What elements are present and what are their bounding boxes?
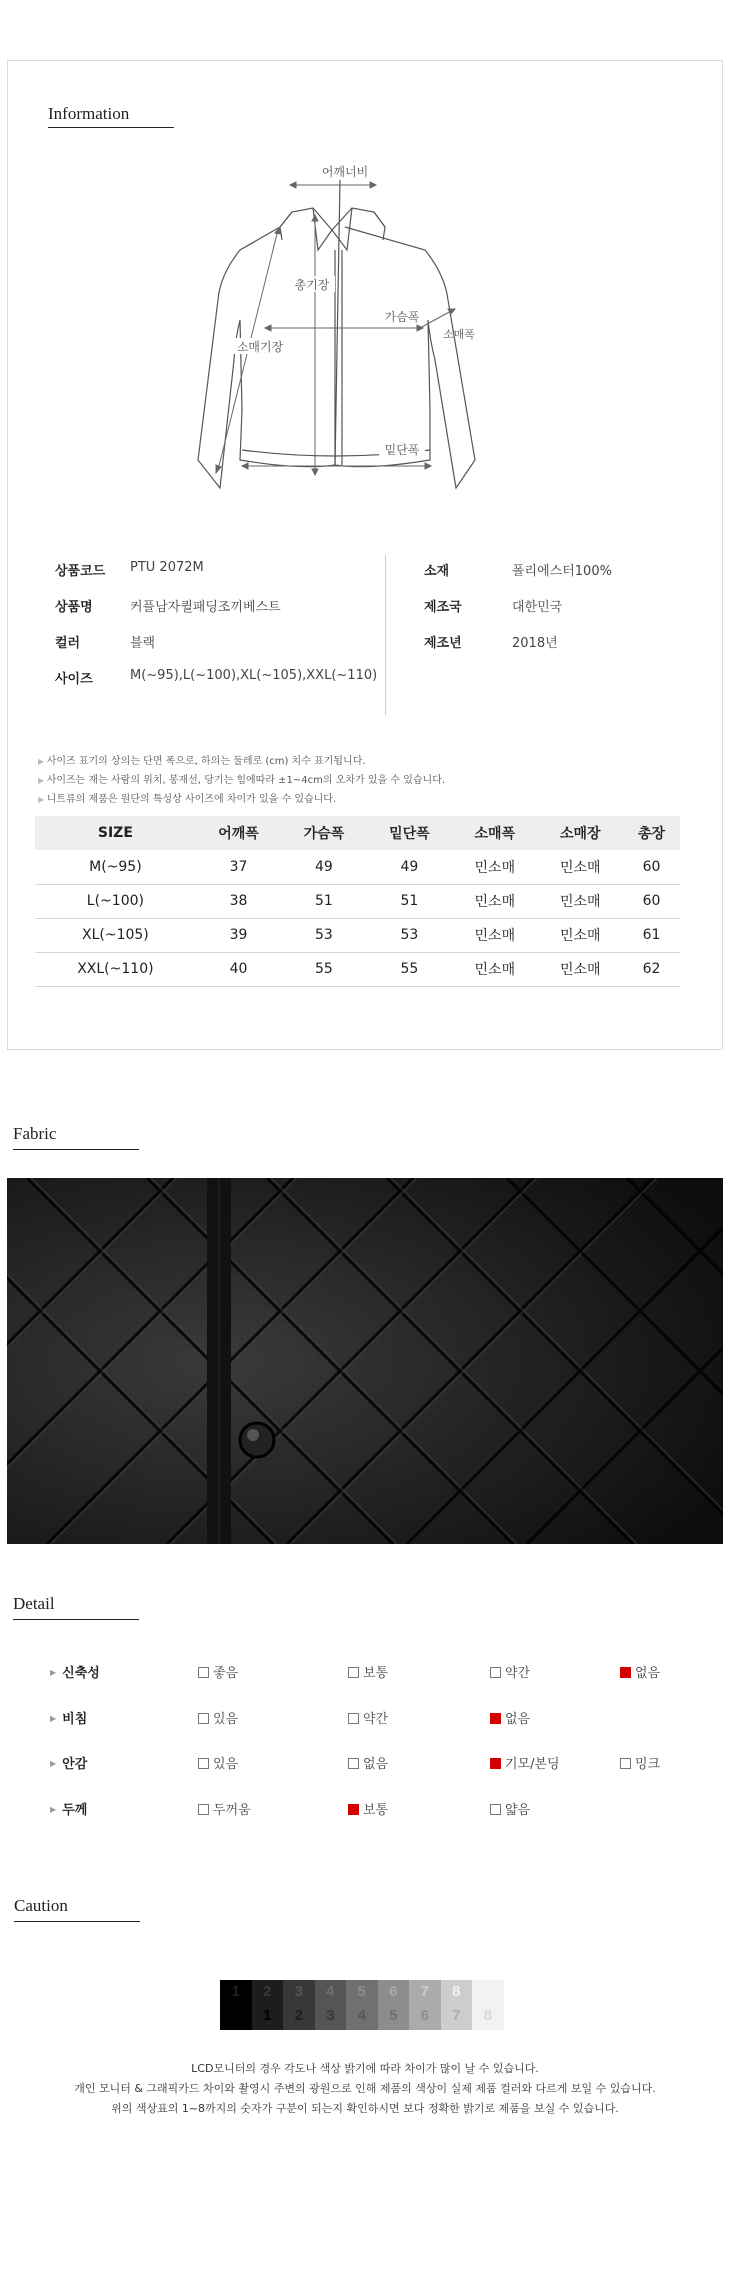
table-cell: 62 <box>623 952 680 986</box>
table-header: 총장 <box>623 816 680 850</box>
checkbox-icon <box>348 1758 359 1769</box>
table-cell: 민소매 <box>538 918 623 952</box>
size-note: ▶ 사이즈 표기의 상의는 단면 폭으로, 하의는 둘레로 (cm) 치수 표기됩니다. <box>38 752 366 767</box>
table-cell: 51 <box>367 884 452 918</box>
detail-option: 두꺼움 <box>198 1799 251 1818</box>
table-cell: 민소매 <box>452 884 537 918</box>
scale-cell: 8 <box>472 1980 504 2030</box>
caution-line: 개인 모니터 & 그래픽카드 차이와 촬영시 주변의 광원으로 인해 제품의 색상이 실제 제품 컬러와 다르게 보일 수 있습니다. <box>74 2082 656 2095</box>
table-header: 밑단폭 <box>367 816 452 850</box>
detail-row-elasticity <box>0 1662 730 1682</box>
scale-cell: 5 4 <box>346 1980 378 2030</box>
table-cell: 민소매 <box>452 850 537 884</box>
table-cell: 60 <box>623 850 680 884</box>
detail-option-selected: 없음 <box>620 1662 660 1681</box>
diagram-label-length: 총기장 <box>294 278 330 292</box>
table-cell: 53 <box>281 918 366 952</box>
spec-key: 제조년 <box>424 636 462 651</box>
detail-option: 밍크 <box>620 1753 660 1772</box>
table-cell: 39 <box>196 918 281 952</box>
table-cell: 49 <box>367 850 452 884</box>
table-cell: 55 <box>367 952 452 986</box>
checkbox-icon <box>198 1758 209 1769</box>
detail-row-lining <box>0 1753 730 1773</box>
scale-cell: 6 5 <box>378 1980 410 2030</box>
checkbox-checked-icon <box>348 1804 359 1815</box>
spec-key: 상품코드 <box>55 564 106 579</box>
jacket-measurement-diagram <box>190 100 540 500</box>
table-cell: XL(~105) <box>35 918 196 952</box>
scale-cell: 2 1 <box>252 1980 284 2030</box>
checkbox-icon <box>198 1804 209 1815</box>
jacket-collar <box>280 208 385 230</box>
scale-cell: 4 3 <box>315 1980 347 2030</box>
table-cell: 민소매 <box>452 918 537 952</box>
size-table-header-row <box>35 816 680 850</box>
table-header: 가슴폭 <box>281 816 366 850</box>
table-cell: 민소매 <box>538 884 623 918</box>
diagram-label-sleeve-length: 소매기장 <box>236 340 284 354</box>
spec-value: 2018년 <box>512 636 558 651</box>
checkbox-icon <box>490 1804 501 1815</box>
scale-cell: 7 6 <box>409 1980 441 2030</box>
detail-option-selected: 기모/본딩 <box>490 1753 560 1772</box>
caution-title: Caution <box>14 1896 68 1915</box>
information-title: Information <box>48 104 130 123</box>
detail-title-underline <box>13 1619 139 1620</box>
detail-option: 좋음 <box>198 1662 238 1681</box>
detail-option: 보통 <box>348 1662 388 1681</box>
spec-key: 사이즈 <box>55 672 93 687</box>
size-table <box>35 816 680 987</box>
diagram-label-shoulder: 어깨너비 <box>321 165 369 179</box>
fabric-title: Fabric <box>13 1124 57 1143</box>
table-cell: 55 <box>281 952 366 986</box>
spec-key: 소재 <box>424 564 450 579</box>
diagram-label-sleeve-width: 소매폭 <box>443 328 475 341</box>
table-row <box>35 918 680 952</box>
spec-value: PTU 2072M <box>130 560 204 575</box>
caution-line: 위의 색상표의 1~8까지의 숫자가 구분이 되는지 확인하시면 보다 정확한 밝기로 제품을 보실 수 있습니다. <box>111 2102 619 2115</box>
checkbox-icon <box>198 1713 209 1724</box>
size-note: ▶ 니트류의 제품은 원단의 특성상 사이즈에 차이가 있을 수 있습니다. <box>38 790 336 805</box>
detail-option: 없음 <box>348 1753 388 1772</box>
checkbox-checked-icon <box>490 1713 501 1724</box>
detail-option-selected: 없음 <box>490 1708 530 1727</box>
spec-key: 상품명 <box>55 600 93 615</box>
table-cell: 민소매 <box>452 952 537 986</box>
table-cell: M(~95) <box>35 850 196 884</box>
jacket-left-outline <box>198 180 340 488</box>
scale-cell: 8 7 <box>441 1980 473 2030</box>
table-cell: 40 <box>196 952 281 986</box>
table-cell: 민소매 <box>538 850 623 884</box>
scale-cell: 3 2 <box>283 1980 315 2030</box>
detail-option-selected: 보통 <box>348 1799 388 1818</box>
table-cell: 민소매 <box>538 952 623 986</box>
checkbox-icon <box>198 1667 209 1678</box>
detail-option: 있음 <box>198 1753 238 1772</box>
spec-list-left <box>55 560 385 690</box>
spec-value: 블랙 <box>130 636 156 651</box>
spec-key: 제조국 <box>424 600 462 615</box>
checkbox-checked-icon <box>620 1667 631 1678</box>
detail-option: 약간 <box>348 1708 388 1727</box>
checkbox-icon <box>348 1667 359 1678</box>
detail-row-transparency <box>0 1708 730 1728</box>
diagram-label-chest: 가슴폭 <box>384 310 420 324</box>
table-cell: 37 <box>196 850 281 884</box>
detail-option: 있음 <box>198 1708 238 1727</box>
table-header: SIZE <box>35 816 196 850</box>
spec-value: 대한민국 <box>512 600 563 615</box>
table-header: 소매장 <box>538 816 623 850</box>
caution-line: LCD모니터의 경우 각도나 색상 밝기에 따라 차이가 많이 날 수 있습니다. <box>191 2062 539 2075</box>
information-title-underline <box>48 127 174 128</box>
table-cell: L(~100) <box>35 884 196 918</box>
checkbox-icon <box>348 1713 359 1724</box>
detail-title: Detail <box>13 1594 55 1613</box>
scale-cell: 1 <box>220 1980 252 2030</box>
checkbox-icon <box>620 1758 631 1769</box>
table-cell: 38 <box>196 884 281 918</box>
diagram-label-hem: 밑단폭 <box>384 443 420 457</box>
table-cell: XXL(~110) <box>35 952 196 986</box>
spec-value: 폴리에스터100% <box>512 564 612 579</box>
detail-label: ▶ 신축성 <box>50 1662 100 1681</box>
detail-row-thickness <box>0 1799 730 1819</box>
checkbox-icon <box>490 1667 501 1678</box>
table-cell: 51 <box>281 884 366 918</box>
detail-label: ▶ 두께 <box>50 1799 87 1818</box>
brightness-scale <box>220 1980 504 2030</box>
checkbox-checked-icon <box>490 1758 501 1769</box>
table-row <box>35 952 680 986</box>
spec-list-right <box>424 560 674 660</box>
spec-value: M(~95),L(~100),XL(~105),XXL(~110) <box>130 668 378 683</box>
table-cell: 60 <box>623 884 680 918</box>
table-row <box>35 884 680 918</box>
table-header: 소매폭 <box>452 816 537 850</box>
fabric-title-underline <box>13 1149 139 1150</box>
detail-label: ▶ 안감 <box>50 1753 87 1772</box>
table-cell: 49 <box>281 850 366 884</box>
table-row <box>35 850 680 884</box>
caution-title-underline <box>14 1921 140 1922</box>
fabric-photo <box>7 1178 723 1544</box>
detail-option: 얇음 <box>490 1799 530 1818</box>
spec-key: 컬러 <box>55 636 81 651</box>
detail-option: 약간 <box>490 1662 530 1681</box>
spec-divider <box>385 555 386 715</box>
table-cell: 61 <box>623 918 680 952</box>
table-cell: 53 <box>367 918 452 952</box>
spec-value: 커플남자퀼패딩조끼베스트 <box>130 600 281 615</box>
size-note: ▶ 사이즈는 재는 사람의 위치, 봉재선, 당기는 힘에따라 ±1~4cm의 오차가 있을 수 있습니다. <box>38 771 445 786</box>
table-header: 어깨폭 <box>196 816 281 850</box>
detail-label: ▶ 비침 <box>50 1708 87 1727</box>
